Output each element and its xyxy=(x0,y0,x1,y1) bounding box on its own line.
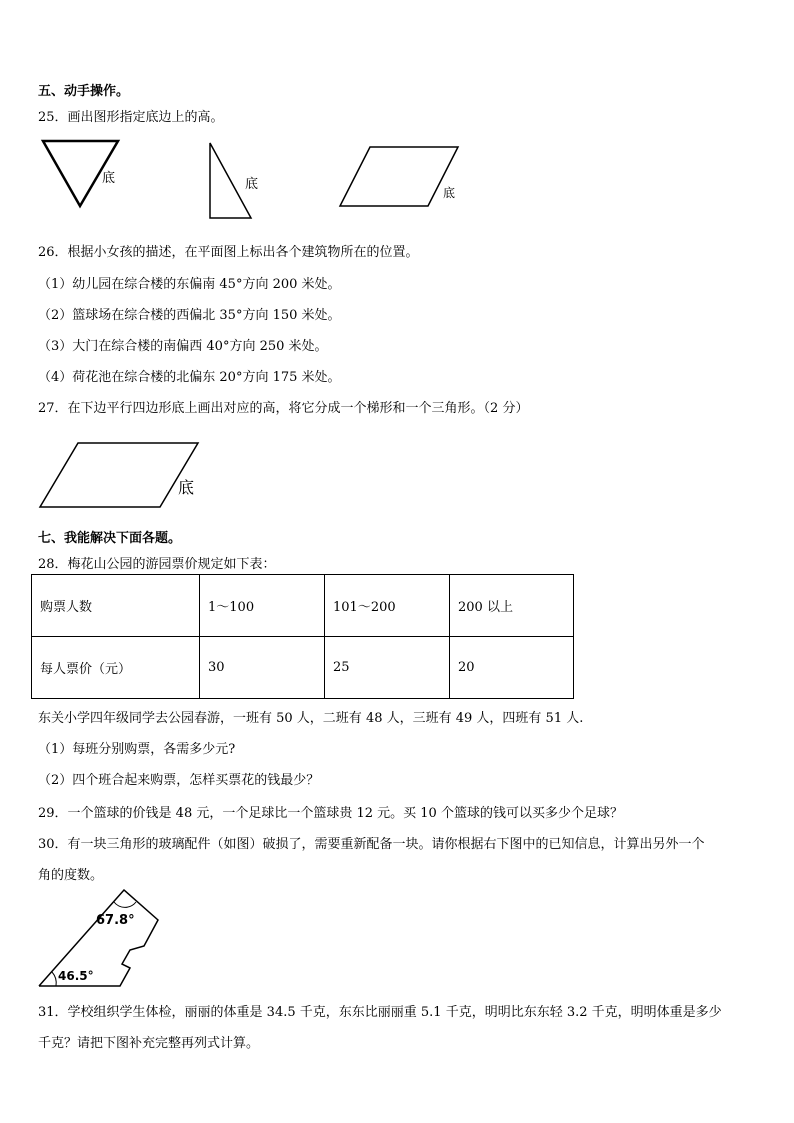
angle-bottom-label: 46.5° xyxy=(58,969,94,983)
question-28: 28．梅花山公园的游园票价规定如下表： xyxy=(38,557,276,572)
table-row xyxy=(32,637,574,699)
table-cell: 101～200 xyxy=(325,575,450,637)
q28-sub-1: （1）每班分别购票，各需多少元? xyxy=(38,742,236,757)
table-row xyxy=(32,575,574,637)
question-26: 26．根据小女孩的描述，在平面图上标出各个建筑物所在的位置。 xyxy=(38,245,419,260)
inverted-triangle-label: 底 xyxy=(102,171,116,186)
section-title-5: 五、动手操作。 xyxy=(38,84,130,99)
figure-broken-triangle xyxy=(36,888,166,990)
q26-item-4: （4）荷花池在综合楼的北偏东 20°方向 175 米处。 xyxy=(38,370,341,385)
question-29: 29．一个篮球的价钱是 48 元，一个足球比一个篮球贵 12 元。买 10 个篮球的钱可以买多少个足球？ xyxy=(38,806,623,821)
q28-sub-2: （2）四个班合起来购票，怎样买票花的钱最少？ xyxy=(38,773,320,788)
figure-inverted-triangle xyxy=(40,138,130,213)
question-27: 27．在下边平行四边形底上画出对应的高，将它分成一个梯形和一个三角形。（2 分） xyxy=(38,401,529,416)
question-31-line-1: 31．学校组织学生体检，丽丽的体重是 34.5 千克，东东比丽丽重 5.1 千克，明明比东东轻 3.2 千克，明明体重是多少 xyxy=(38,1005,722,1020)
table-cell: 每人票价（元） xyxy=(32,637,200,699)
q26-item-2: （2）篮球场在综合楼的西偏北 35°方向 150 米处。 xyxy=(38,308,341,323)
q26-item-1: （1）幼儿园在综合楼的东偏南 45°方向 200 米处。 xyxy=(38,277,341,292)
table-cell: 25 xyxy=(325,637,450,699)
figure-right-triangle xyxy=(205,140,275,222)
question-30-line-2: 角的度数。 xyxy=(38,868,104,883)
question-31-line-2: 千克？请把下图补充完整再列式计算。 xyxy=(38,1036,260,1051)
parallelogram-q25-label: 底 xyxy=(443,186,456,200)
table-cell: 200 以上 xyxy=(450,575,574,637)
table-cell: 20 xyxy=(450,637,574,699)
table-cell: 1～100 xyxy=(200,575,325,637)
question-25: 25．画出图形指定底边上的高。 xyxy=(38,110,224,125)
figure-parallelogram-q25 xyxy=(338,144,468,210)
ticket-price-table xyxy=(31,574,574,699)
right-triangle-label: 底 xyxy=(245,177,259,192)
figure-parallelogram-q27 xyxy=(38,441,208,511)
parallelogram-q27-label: 底 xyxy=(178,478,195,497)
section-title-7: 七、我能解决下面各题。 xyxy=(38,531,182,546)
table-cell: 30 xyxy=(200,637,325,699)
q26-item-3: （3）大门在综合楼的南偏西 40°方向 250 米处。 xyxy=(38,339,328,354)
question-30-line-1: 30．有一块三角形的玻璃配件（如图）破损了，需要重新配备一块。请你根据右下图中的已知信息，计算出另外一个 xyxy=(38,837,705,852)
angle-top-label: 67.8° xyxy=(96,913,135,928)
q28-context: 东关小学四年级同学去公园春游，一班有 50 人，二班有 48 人，三班有 49 人，四班有 51 人. xyxy=(38,711,584,726)
table-cell: 购票人数 xyxy=(32,575,200,637)
